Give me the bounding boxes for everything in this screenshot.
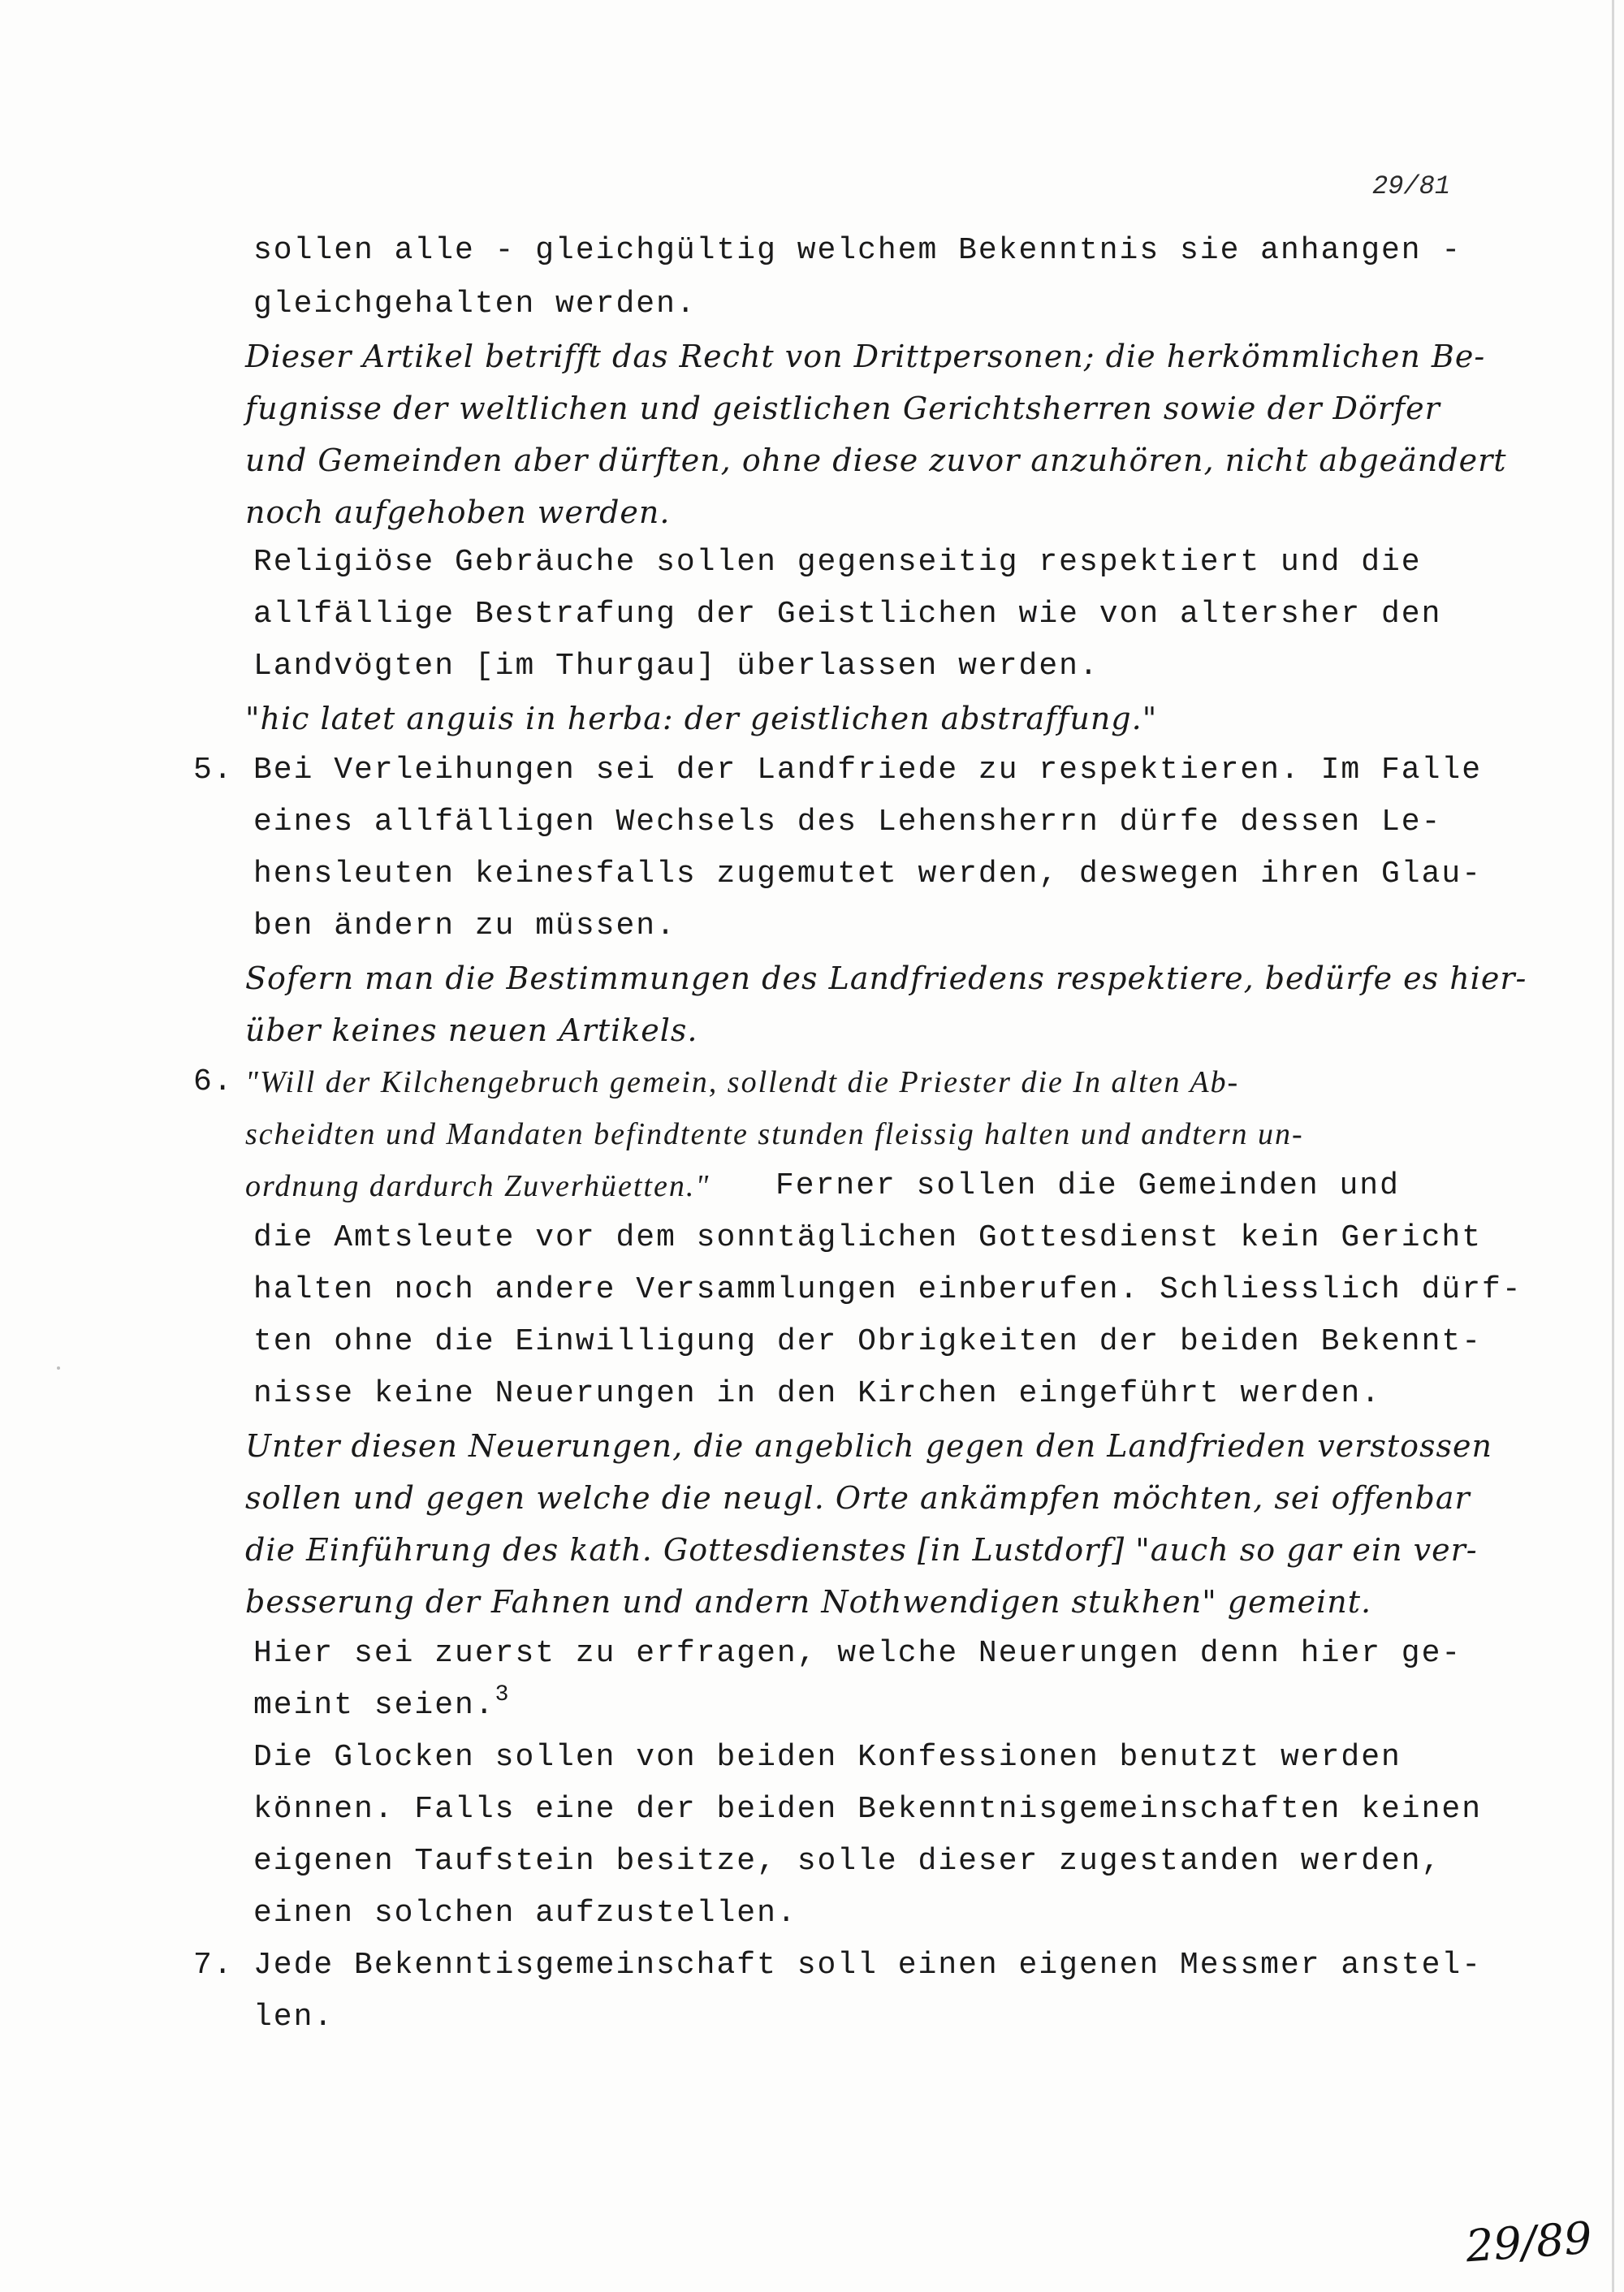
text-line: hensleuten keinesfalls zugemutet werden, deswegen ihren Glau- (253, 857, 1483, 891)
text-line: Die Glocken sollen von beiden Konfessionen benutzt werden (253, 1740, 1402, 1775)
text-line: die Amtsleute vor dem sonntäglichen Gottesdienst kein Gericht (253, 1220, 1483, 1255)
quote-line: ordnung dardurch Zuverhüetten." (245, 1169, 710, 1203)
text-line: ben ändern zu müssen. (253, 909, 676, 943)
text-line: gleichgehalten werden. (253, 287, 697, 322)
text-line: Religiöse Gebräuche sollen gegenseitig respektiert und die (253, 545, 1422, 580)
quote-line: scheidten und Mandaten befindtente stunden fleissig halten und andtern un- (245, 1117, 1304, 1151)
top-page-number: 29/81 (1372, 171, 1451, 201)
text-line: Jede Bekenntisgemeinschaft soll einen eigenen Messmer anstel- (253, 1948, 1483, 1983)
handwritten-line: und Gemeinden aber dürften, ohne diese zuvor anzuhören, nicht abgeändert (245, 442, 1507, 478)
item-number: 6. (193, 1064, 234, 1099)
handwritten-line: sollen und gegen welche die neugl. Orte ankämpfen möchten, sei offenbar (245, 1480, 1471, 1516)
text-line: len. (253, 2000, 335, 2035)
text-line: eigenen Taufstein besitze, solle dieser zugestanden werden, (253, 1844, 1442, 1879)
item-number: 7. (193, 1948, 234, 1983)
handwritten-page-number: 29/89 (1463, 2212, 1594, 2273)
handwritten-line: über keines neuen Artikels. (245, 1012, 698, 1048)
text-line: können. Falls eine der beiden Bekenntnisgemeinschaften keinen (253, 1792, 1483, 1827)
handwritten-line: "hic latet anguis in herba: der geistlichen abstraffung." (245, 701, 1158, 736)
handwritten-line: Dieser Artikel betrifft das Recht von Drittpersonen; die herkömmlichen Be- (245, 339, 1486, 374)
handwritten-line: Unter diesen Neuerungen, die angeblich gegen den Landfrieden verstossen (245, 1428, 1492, 1464)
text-line-content: meint seien. (253, 1688, 495, 1723)
text-line: allfällige Bestrafung der Geistlichen wie von altersher den (253, 597, 1442, 632)
handwritten-line: Sofern man die Bestimmungen des Landfriedens respektiere, bedürfe es hier- (245, 960, 1527, 996)
handwritten-line: fugnisse der weltlichen und geistlichen Gerichtsherren sowie der Dörfer (245, 391, 1440, 426)
footnote-marker: 3 (495, 1682, 511, 1707)
text-line: Bei Verleihungen sei der Landfriede zu respektieren. Im Falle (253, 753, 1483, 788)
text-line: Landvögten [im Thurgau] überlassen werden. (253, 649, 1099, 684)
text-line: halten noch andere Versammlungen einberufen. Schliesslich dürf- (253, 1272, 1522, 1307)
text-line (253, 1682, 511, 1725)
text-line: Ferner sollen die Gemeinden und (775, 1168, 1400, 1203)
handwritten-line: noch aufgehoben werden. (245, 494, 671, 530)
scan-edge-line (1612, 0, 1614, 2292)
item-number: 5. (193, 753, 234, 788)
text-line: ten ohne die Einwilligung der Obrigkeiten der beiden Bekennt- (253, 1324, 1483, 1359)
handwritten-line: besserung der Fahnen und andern Nothwendigen stukhen" gemeint. (245, 1584, 1372, 1620)
handwritten-line: die Einführung des kath. Gottesdienstes [in Lustdorf] "auch so gar ein ver- (245, 1532, 1478, 1568)
text-line: einen solchen aufzustellen. (253, 1896, 797, 1931)
scan-speck (57, 1366, 60, 1370)
text-line: nisse keine Neuerungen in den Kirchen eingeführt werden. (253, 1376, 1382, 1411)
text-line: eines allfälligen Wechsels des Lehensherrn dürfe dessen Le- (253, 805, 1442, 840)
text-line: sollen alle - gleichgültig welchem Bekenntnis sie anhangen - (253, 233, 1462, 268)
text-line: Hier sei zuerst zu erfragen, welche Neuerungen denn hier ge- (253, 1636, 1462, 1671)
quote-line: "Will der Kilchengebruch gemein, sollendt die Priester die In alten Ab- (245, 1065, 1240, 1099)
